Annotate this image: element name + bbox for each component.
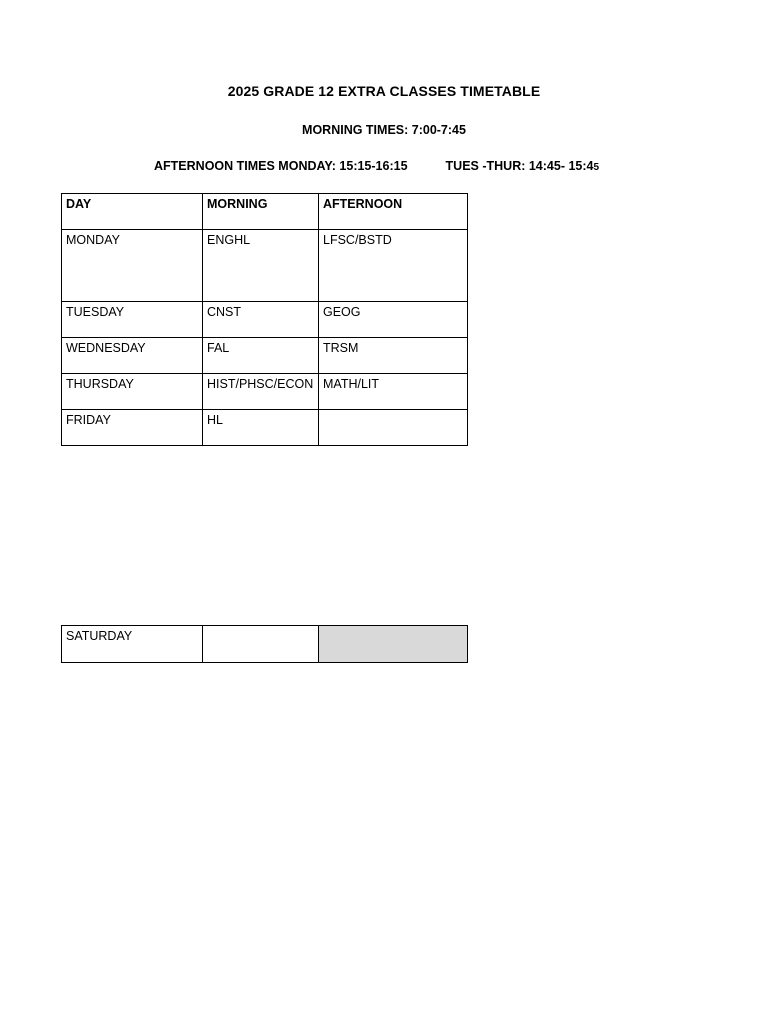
morning-times: MORNING TIMES: 7:00-7:45	[302, 123, 466, 137]
table-row	[62, 338, 468, 374]
day-cell: MONDAY	[62, 230, 203, 302]
afternoon-monday: AFTERNOON TIMES MONDAY: 15:15-16:15	[154, 159, 408, 173]
afternoon-tues-thur-tail: 5	[593, 162, 600, 173]
table-row	[62, 410, 468, 446]
afternoon-cell: GEOG	[319, 302, 468, 338]
afternoon-cell: TRSM	[319, 338, 468, 374]
morning-cell: ENGHL	[203, 230, 319, 302]
day-cell: TUESDAY	[62, 302, 203, 338]
morning-cell: HL	[203, 410, 319, 446]
afternoon-cell-shaded	[319, 626, 468, 663]
morning-cell: FAL	[203, 338, 319, 374]
table-row	[62, 626, 468, 663]
header-afternoon: AFTERNOON	[319, 194, 468, 230]
header-day: DAY	[62, 194, 203, 230]
page-title: 2025 GRADE 12 EXTRA CLASSES TIMETABLE	[227, 83, 541, 99]
table-row	[62, 374, 468, 410]
day-cell: SATURDAY	[62, 626, 203, 663]
table-header-row	[62, 194, 468, 230]
morning-cell: CNST	[203, 302, 319, 338]
afternoon-cell: LFSC/BSTD	[319, 230, 468, 302]
day-cell: FRIDAY	[62, 410, 203, 446]
day-cell: WEDNESDAY	[62, 338, 203, 374]
morning-cell	[203, 626, 319, 663]
afternoon-times	[154, 159, 599, 173]
afternoon-cell: MATH/LIT	[319, 374, 468, 410]
afternoon-cell	[319, 410, 468, 446]
saturday-table	[61, 625, 468, 663]
day-cell: THURSDAY	[62, 374, 203, 410]
table-row	[62, 302, 468, 338]
timetable	[61, 193, 468, 446]
morning-cell: HIST/PHSC/ECON	[203, 374, 319, 410]
table-row	[62, 230, 468, 302]
afternoon-tues-thur: TUES -THUR: 14:45- 15:4	[445, 159, 594, 173]
header-morning: MORNING	[203, 194, 319, 230]
